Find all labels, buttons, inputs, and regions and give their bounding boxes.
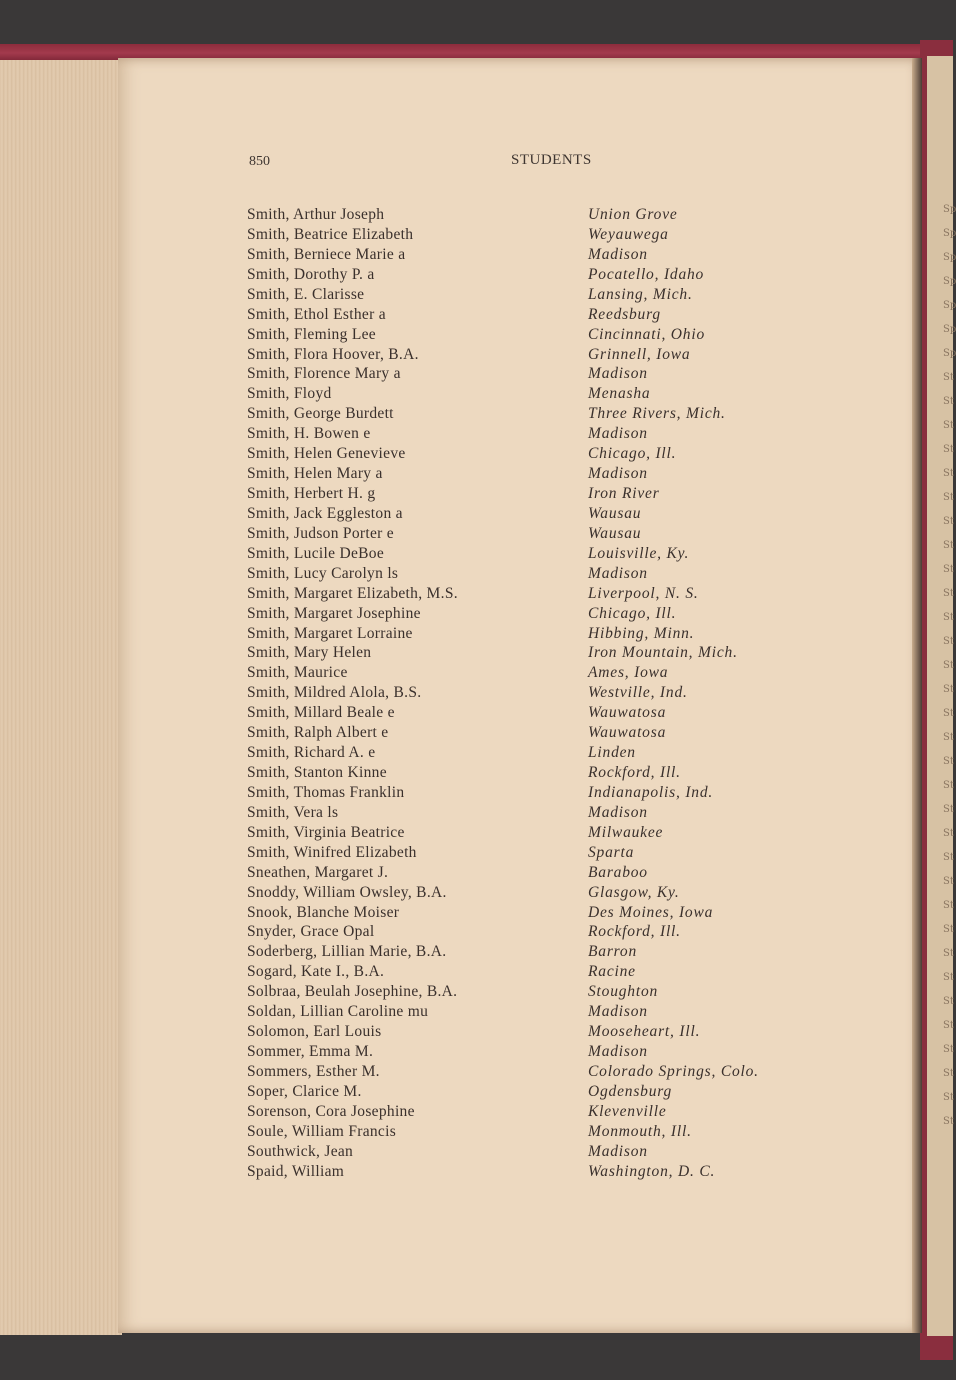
student-hometown: Union Grove <box>588 206 678 223</box>
student-hometown: Barron <box>588 943 638 960</box>
student-hometown: Madison <box>588 246 648 263</box>
student-hometown: Iron River <box>588 485 660 502</box>
student-hometown: Weyauwega <box>588 226 669 243</box>
student-name: Southwick, Jean <box>247 1143 354 1160</box>
student-hometown: Louisville, Ky. <box>588 545 690 562</box>
student-name: Smith, Jack Eggleston a <box>247 505 403 522</box>
student-name: Smith, Stanton Kinne <box>247 764 387 781</box>
student-hometown: Mooseheart, Ill. <box>588 1023 701 1040</box>
student-hometown: Indianapolis, Ind. <box>588 784 714 801</box>
student-name: Sorenson, Cora Josephine <box>247 1103 415 1120</box>
student-name: Soderberg, Lillian Marie, B.A. <box>247 943 447 960</box>
student-name: Smith, Floyd <box>247 385 332 402</box>
student-name: Smith, Millard Beale e <box>247 704 395 721</box>
student-hometown: Klevenville <box>588 1103 667 1120</box>
student-name: Soule, William Francis <box>247 1123 397 1140</box>
student-hometown: Cincinnati, Ohio <box>588 326 705 343</box>
student-hometown: Rockford, Ill. <box>588 764 681 781</box>
student-name: Smith, Berniece Marie a <box>247 246 406 263</box>
student-name: Smith, Helen Genevieve <box>247 445 406 462</box>
student-hometown: Chicago, Ill. <box>588 445 677 462</box>
student-hometown: Des Moines, Iowa <box>588 904 714 921</box>
student-hometown: Madison <box>588 465 648 482</box>
student-name: Solomon, Earl Louis <box>247 1023 382 1040</box>
student-name: Snoddy, William Owsley, B.A. <box>247 884 447 901</box>
student-hometown: Reedsburg <box>588 306 661 323</box>
student-name: Smith, Lucy Carolyn ls <box>247 565 399 582</box>
student-hometown: Lansing, Mich. <box>588 286 693 303</box>
student-name: Smith, Mary Helen <box>247 644 372 661</box>
student-hometown: Sparta <box>588 844 635 861</box>
student-hometown: Grinnell, Iowa <box>588 346 691 363</box>
student-name: Smith, Fleming Lee <box>247 326 376 343</box>
student-name: Smith, Judson Porter e <box>247 525 394 542</box>
adjacent-page-edge: Sp Sp Sp Sp Sp Sp Sp St St St St St St St St St St St St St St St St St St St St St St St St St St St St St St St St <box>927 56 953 1336</box>
student-hometown: Liverpool, N. S. <box>588 585 699 602</box>
student-name: Smith, Winifred Elizabeth <box>247 844 417 861</box>
student-name: Smith, Vera ls <box>247 804 339 821</box>
student-hometown: Madison <box>588 1143 648 1160</box>
student-hometown: Wauwatosa <box>588 724 667 741</box>
student-hometown: Madison <box>588 425 648 442</box>
student-name: Smith, Virginia Beatrice <box>247 824 405 841</box>
student-name: Smith, Richard A. e <box>247 744 376 761</box>
student-hometown: Madison <box>588 565 648 582</box>
student-hometown: Racine <box>588 963 636 980</box>
page-number: 850 <box>249 154 270 169</box>
student-hometown: Rockford, Ill. <box>588 923 681 940</box>
student-hometown: Wausau <box>588 525 642 542</box>
student-hometown: Colorado Springs, Colo. <box>588 1063 759 1080</box>
student-name: Smith, Florence Mary a <box>247 365 401 382</box>
student-name: Smith, Thomas Franklin <box>247 784 405 801</box>
student-name: Spaid, William <box>247 1163 345 1180</box>
student-name: Smith, Margaret Lorraine <box>247 625 413 642</box>
student-name: Smith, Arthur Joseph <box>247 206 385 223</box>
student-name: Smith, H. Bowen e <box>247 425 371 442</box>
student-name: Smith, Herbert H. g <box>247 485 376 502</box>
student-hometown: Stoughton <box>588 983 659 1000</box>
student-hometown: Westville, Ind. <box>588 684 688 701</box>
student-name: Smith, Flora Hoover, B.A. <box>247 346 419 363</box>
student-name: Smith, Ralph Albert e <box>247 724 389 741</box>
student-hometown: Wausau <box>588 505 642 522</box>
student-hometown: Milwaukee <box>588 824 664 841</box>
student-hometown: Madison <box>588 1003 648 1020</box>
student-name: Soper, Clarice M. <box>247 1083 362 1100</box>
student-hometown: Monmouth, Ill. <box>588 1123 692 1140</box>
student-hometown: Pocatello, Idaho <box>588 266 705 283</box>
student-hometown: Chicago, Ill. <box>588 605 677 622</box>
student-name: Smith, Helen Mary a <box>247 465 383 482</box>
student-hometown: Baraboo <box>588 864 648 881</box>
student-hometown: Glasgow, Ky. <box>588 884 680 901</box>
student-name: Smith, Margaret Elizabeth, M.S. <box>247 585 458 602</box>
student-hometown: Three Rivers, Mich. <box>588 405 726 422</box>
student-name: Smith, Maurice <box>247 664 348 681</box>
student-hometown: Linden <box>588 744 636 761</box>
student-hometown: Ames, Iowa <box>588 664 669 681</box>
student-name: Solbraa, Beulah Josephine, B.A. <box>247 983 458 1000</box>
student-hometown: Madison <box>588 1043 648 1060</box>
student-name: Smith, Beatrice Elizabeth <box>247 226 414 243</box>
student-name: Smith, Lucile DeBoe <box>247 545 384 562</box>
student-name: Sommer, Emma M. <box>247 1043 374 1060</box>
student-hometown: Washington, D. C. <box>588 1163 716 1180</box>
student-name: Smith, Dorothy P. a <box>247 266 375 283</box>
student-name: Sogard, Kate I., B.A. <box>247 963 385 980</box>
student-hometown: Madison <box>588 365 648 382</box>
student-name: Smith, E. Clarisse <box>247 286 365 303</box>
student-hometown: Wauwatosa <box>588 704 667 721</box>
student-hometown: Ogdensburg <box>588 1083 673 1100</box>
student-hometown: Menasha <box>588 385 651 402</box>
student-name: Sommers, Esther M. <box>247 1063 380 1080</box>
student-name: Smith, George Burdett <box>247 405 394 422</box>
student-name: Smith, Margaret Josephine <box>247 605 421 622</box>
student-name: Smith, Ethol Esther a <box>247 306 386 323</box>
running-head: STUDENTS <box>511 152 592 168</box>
student-name: Sneathen, Margaret J. <box>247 864 389 881</box>
student-name: Snyder, Grace Opal <box>247 923 375 940</box>
student-hometown: Madison <box>588 804 648 821</box>
student-name: Soldan, Lillian Caroline mu <box>247 1003 429 1020</box>
student-hometown: Hibbing, Minn. <box>588 625 695 642</box>
student-name: Smith, Mildred Alola, B.S. <box>247 684 422 701</box>
student-hometown: Iron Mountain, Mich. <box>588 644 738 661</box>
student-name: Snook, Blanche Moiser <box>247 904 400 921</box>
